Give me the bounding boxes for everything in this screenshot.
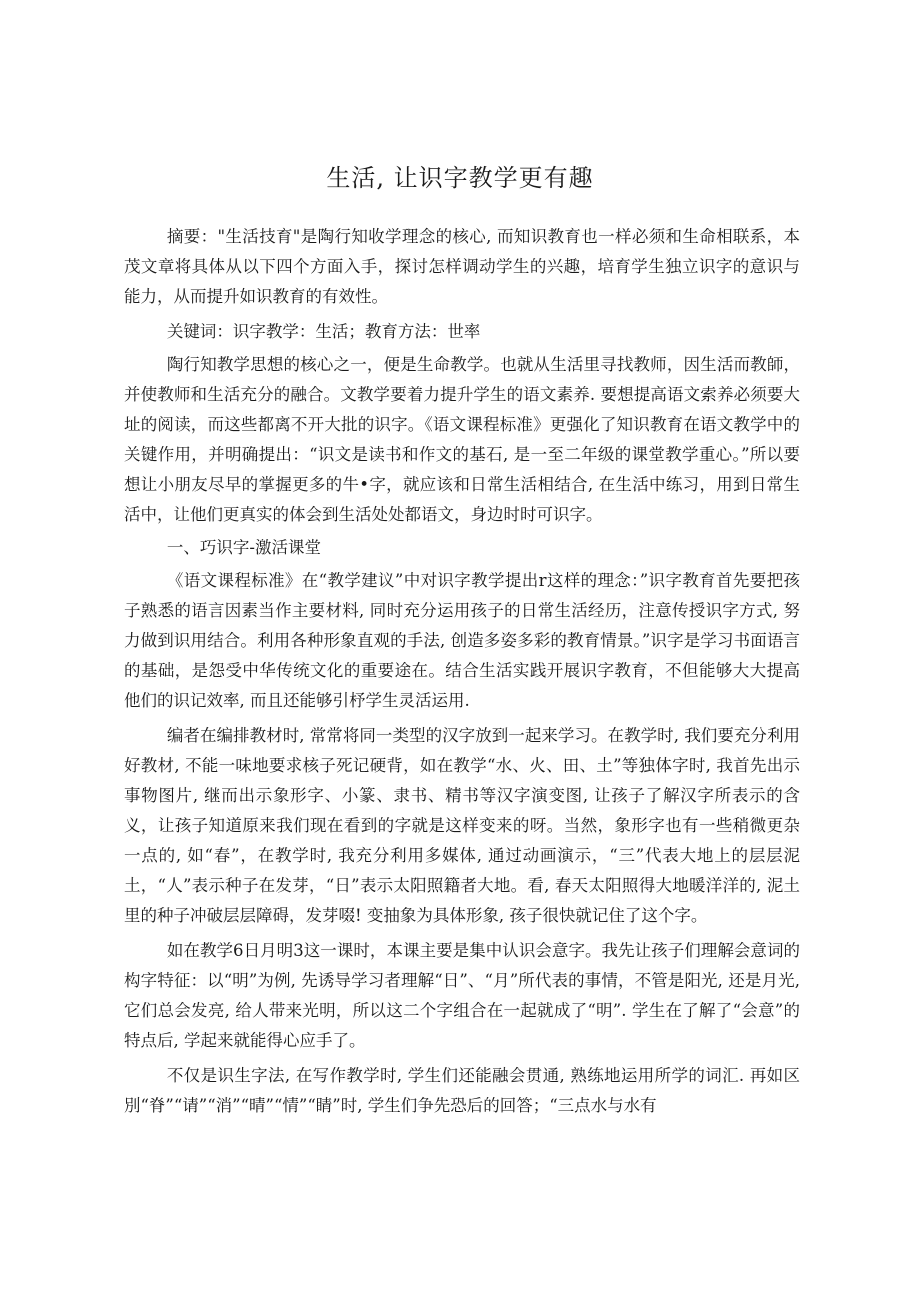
- body-paragraph: 不仅是识生字法, 在写作教学时, 学生们还能融会贯通, 熟练地运用所学的词汇. 再如区別“脊”“请”“消”“晴”“情”“睛”时, 学生们争先恐后的回答；“三点水与水有: [124, 1066, 800, 1115]
- abstract-paragraph: 摘要："生活技育"是陶行知收学理念的核心, 而知识教育也一样必须和生命相联系，本茂文章将具体从以下四个方面入手，探讨怎样调动学生的兴趣，培育学生独立识字的意识与能力，从而提升如识教育的有效性。: [124, 227, 800, 306]
- body-paragraph: 陶行知教学思想的核心之一，便是生命教学。也就从生活里寻找教师，因生活而教師，并使教师和生活充分的融合。文教学要着力提升学生的语文素养. 要想提高语文索养必须要大址的阅读，而这些都离不开大批的识字。《语文课程标准》更强化了知识教育在语文教学中的关键作用，并明确提出：“识文是读书和作文的基石, 是一至二年级的课堂教学重心。”所以要想让小朋友尽早的掌握更多的牛•字，就应该和日常生活相结合, 在生活中练习，用到日常生活中，让他们更真实的体会到生活处处都语文，身边时时可识字。: [124, 355, 800, 524]
- section-heading: 一、巧识字-激活课堂: [166, 538, 321, 557]
- body-paragraph: 《语文课程标准》在“教学建议”中对识字教学提出r这样的理念：”识字教育首先要把孩子熟悉的语言因素当作主要材料, 同时充分运用孩子的日常生活经历，注意传授识字方式, 努力做到识用结合。利用各种形象直观的手法, 创造多姿多彩的教育情景。”识字是学习书面语言的基础，是怨受中华传统文化的重要途在。结合生活实践开展识字教育，不但能够大大提高他们的识记效率, 而且还能够引杼学生灵活运用.: [124, 571, 800, 710]
- document-body: [124, 222, 800, 1126]
- body-paragraph: 如在教学6日月明3这一课时，本课主要是集中认识会意字。我先让孩子们理解会意词的构字特征：以“明”为例, 先诱导学习者理解“日”、“月”所代表的事情，不管是阳光, 还是月光, 它们总会发亮, 给人带来光明，所以这二个字组合在一起就成了“明”. 学生在了解了“会意”的特点后, 学起来就能得心应手了。: [124, 941, 800, 1050]
- document-title: 生活, 让识字教学更有趣: [326, 164, 594, 192]
- keywords-paragraph: 关键词：识字教学：生活；教育方法：世率: [166, 322, 481, 341]
- body-paragraph: 编者在编排教材时, 常常将同一类型的汉字放到一起来学习。在教学时, 我们要充分利用好教材, 不能一味地要求核子死记硬背，如在教学“水、火、田、土”等独体字时, 我首先出示事物图片, 继而出示象形字、小篆、隶书、精书等汉字演变图, 让孩子了解汉字所表示的含义，让孩子知道原来我们现在看到的字就是这样变来的呀。当然，象形字也有一些稍微更杂一点的, 如“春”，在教学时, 我充分利用多媒体, 通过动画演示，“三”代表大地上的层层泥土，“人”表示种子在发芽，“日”表示太阳照籍者大地。看, 春天太阳照得大地暖洋洋的, 泥土里的种子冲破层层障碍，发芽啜! 变抽象为具体形象, 孩子很快就记住了这个字。: [124, 726, 800, 925]
